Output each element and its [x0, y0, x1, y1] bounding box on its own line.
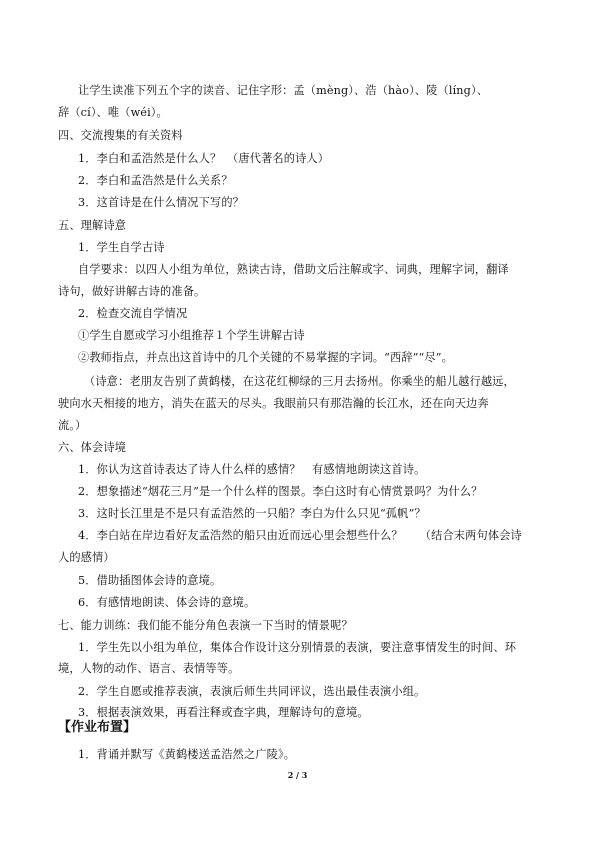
list-item: 2．想象描述“烟花三月”是一个什么样的图景。李白这时有心情赏景吗？为什么？	[78, 485, 483, 498]
list-item: 6．有感情地朗读、体会诗的意境。	[78, 596, 256, 609]
list-item: 3．这首诗是在什么情况下写的？	[78, 196, 244, 209]
section-heading: 四、交流搜集的有关资料	[58, 129, 183, 142]
list-item: 5．借助插图体会诗的意境。	[78, 574, 222, 587]
homework-item: 1．背诵并默写《黄鹤楼送孟浩然之广陵》。	[78, 748, 296, 761]
homework-heading: 【作业布置】	[58, 720, 137, 735]
text-line: 驶向水天相接的地方，消失在蓝天的尽头。我眼前只有那浩瀚的长江水，还在向天边奔	[58, 397, 489, 410]
list-item: 1．李白和孟浩然是什么人？ （唐代著名的诗人）	[78, 152, 330, 165]
text-line: 自学要求：以四人小组为单位，熟读古诗，借助文后注解或字、词典，理解字词，翻译	[78, 263, 509, 276]
list-item: ①学生自愿或学习小组推荐１个学生讲解古诗	[78, 329, 305, 342]
text-line: （诗意：老朋友告别了黄鹤楼，在这花红柳绿的三月去扬州。你乘坐的船儿越行越远，	[84, 375, 515, 388]
text-line: 流。）	[58, 419, 87, 432]
text-line: 境，人物的动作、语言、表情等等。	[58, 662, 240, 675]
text-line: 诗句，做好讲解古诗的准备。	[58, 285, 206, 298]
text-line: 辞（cí）、唯（wéi）。	[58, 106, 168, 119]
section-heading: 六、体会诗境	[58, 441, 127, 454]
list-item: 1．你认为这首诗表达了诗人什么样的感情？ 有感情地朗读这首诗。	[78, 463, 426, 476]
list-item: 2．李白和孟浩然是什么关系？	[78, 174, 233, 187]
list-item: 3．这时长江里是不是只有孟浩然的一只船？李白为什么只见“孤帆”？	[78, 507, 426, 520]
list-item: 1．学生自学古诗	[78, 241, 165, 254]
section-heading: 七、能力训练：我们能不能分角色表演一下当时的情景呢？	[58, 619, 353, 632]
list-item: 2．学生自愿或推荐表演，表演后师生共同评议，选出最佳表演小组。	[78, 685, 426, 698]
list-item: 2．检查交流自学情况	[78, 307, 188, 320]
text-line: 让学生读准下列五个字的读音、记住字形：孟（mèng）、浩（hào）、陵（líng）、	[78, 84, 489, 97]
list-item: 1．学生先以小组为单位，集体合作设计这分别情景的表演，要注意事情发生的时间、环	[78, 641, 517, 654]
list-item: 3．根据表演效果，再看注释或查字典，理解诗句的意境。	[78, 706, 369, 719]
section-heading: 五、理解诗意	[58, 219, 127, 232]
page-number: 2 / 3	[287, 770, 308, 780]
list-item: 4．李白站在岸边看好友孟浩然的船只由近而远心里会想些什么？ （结合末两句体会诗	[78, 529, 522, 542]
list-item: ②教师指点，并点出这首诗中的几个关键的不易掌握的字词。“西辞”“尽”。	[78, 351, 453, 364]
text-line: 人的感情）	[58, 551, 115, 564]
